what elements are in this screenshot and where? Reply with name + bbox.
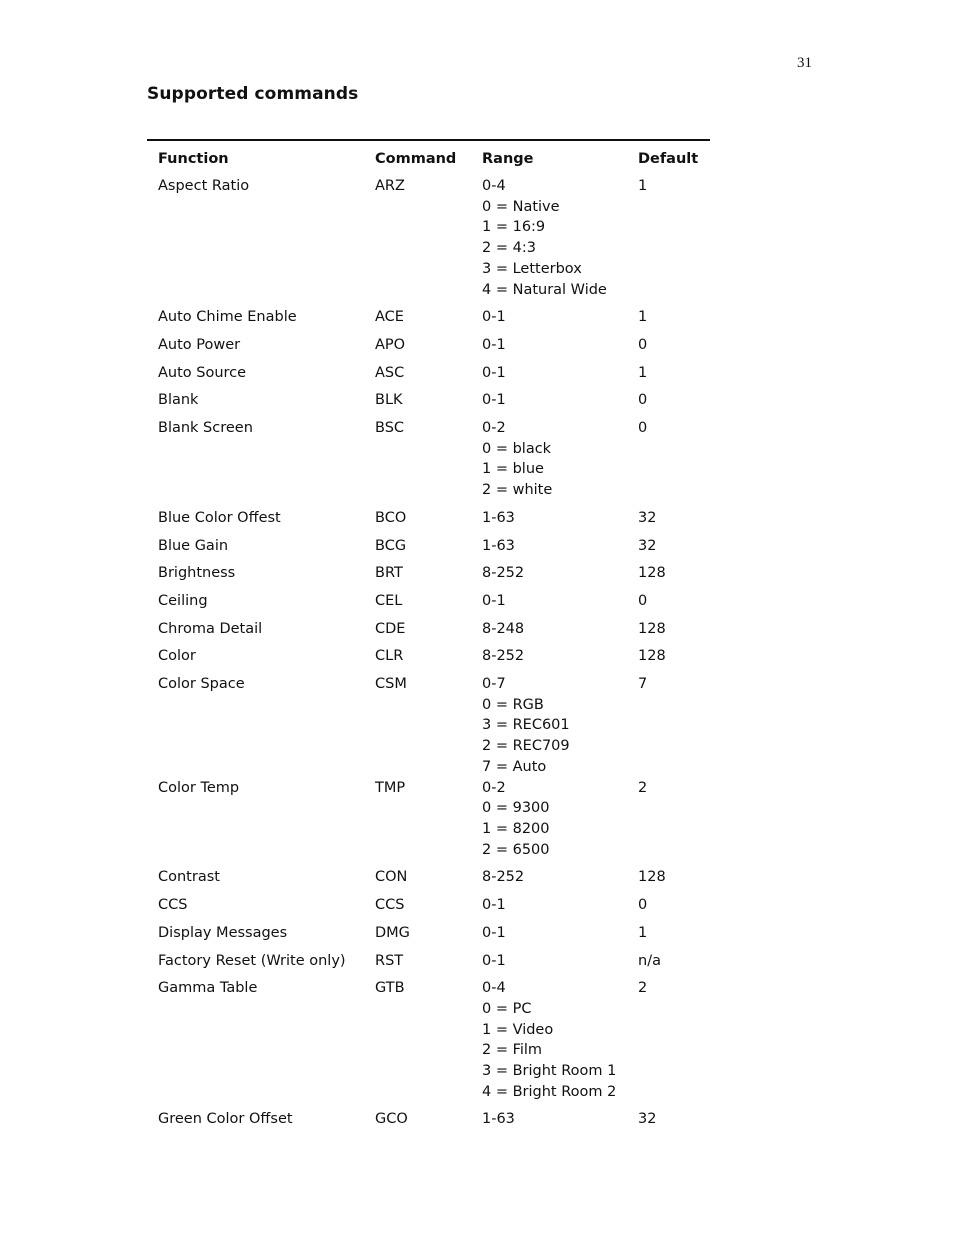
cell-command: APO	[375, 336, 406, 353]
cell-function: Color	[158, 648, 196, 665]
cell-function: Gamma Table	[158, 980, 258, 997]
cell-default: 0	[638, 897, 648, 914]
range-line: 0-4	[482, 980, 506, 997]
cell-command: GCO	[375, 1111, 408, 1128]
cell-default: 0	[638, 392, 648, 409]
header-command: Command	[375, 151, 457, 167]
cell-range	[482, 619, 638, 640]
table-row	[158, 867, 718, 895]
range-line: 3 = Bright Room 1	[482, 1063, 617, 1080]
header-default: Default	[638, 151, 699, 167]
cell-default: 128	[638, 648, 666, 665]
cell-function: Blue Gain	[158, 537, 229, 554]
table-row	[158, 778, 718, 868]
cell-range	[482, 951, 638, 972]
cell-default: n/a	[638, 952, 661, 969]
range-line: 8-248	[482, 620, 525, 637]
cell-command: CLR	[375, 648, 404, 665]
range-line: 8-252	[482, 648, 525, 665]
cell-range	[482, 418, 638, 501]
range-line: 7 = Auto	[482, 758, 547, 775]
table-row	[158, 563, 718, 591]
cell-default: 2	[638, 980, 648, 997]
cell-command: CCS	[375, 897, 405, 914]
cell-range	[482, 335, 638, 356]
cell-function: Aspect Ratio	[158, 178, 250, 194]
range-line: 0 = black	[482, 440, 552, 457]
range-line: 0-1	[482, 309, 506, 326]
cell-default: 0	[638, 336, 648, 353]
range-line: 0-4	[482, 178, 506, 194]
table-row	[158, 895, 718, 923]
range-line: 2 = REC709	[482, 738, 570, 755]
range-line: 8-252	[482, 869, 525, 886]
range-line: 0-2	[482, 420, 506, 437]
range-line: 0 = 9300	[482, 800, 550, 817]
cell-command: CON	[375, 869, 408, 886]
table-row	[158, 978, 718, 1109]
cell-default: 128	[638, 620, 666, 637]
range-line: 0-1	[482, 364, 506, 381]
cell-function: Ceiling	[158, 592, 208, 609]
cell-default: 0	[638, 592, 648, 609]
table-row	[158, 363, 718, 391]
cell-function: Contrast	[158, 869, 220, 886]
cell-function: Auto Source	[158, 364, 247, 381]
page-number: 31	[797, 55, 812, 71]
table-row	[158, 1109, 718, 1137]
cell-range	[482, 508, 638, 529]
cell-default: 32	[638, 1111, 657, 1128]
cell-command: BRT	[375, 565, 403, 582]
cell-function: Display Messages	[158, 924, 288, 941]
cell-command: CDE	[375, 620, 406, 637]
range-line: 4 = Bright Room 2	[482, 1083, 617, 1100]
range-line: 1 = Video	[482, 1021, 554, 1038]
cell-command: BSC	[375, 420, 405, 437]
range-line: 2 = Film	[482, 1042, 543, 1059]
range-line: 2 = white	[482, 482, 553, 499]
range-line: 8-252	[482, 565, 525, 582]
cell-command: ARZ	[375, 178, 405, 194]
range-line: 3 = Letterbox	[482, 260, 582, 277]
cell-command: ACE	[375, 309, 404, 326]
cell-default: 2	[638, 779, 648, 796]
cell-range	[482, 591, 638, 612]
cell-function: Blue Color Offest	[158, 509, 281, 526]
cell-command: CSM	[375, 676, 407, 693]
cell-function: Auto Chime Enable	[158, 309, 297, 326]
cell-function: Color Temp	[158, 779, 240, 796]
cell-command: BCO	[375, 509, 407, 526]
cell-range	[482, 978, 638, 1102]
cell-range	[482, 536, 638, 557]
cell-function: Brightness	[158, 565, 236, 582]
cell-command: BCG	[375, 537, 407, 554]
commands-table	[158, 148, 718, 1137]
range-line: 0-1	[482, 392, 506, 409]
range-line: 0-1	[482, 897, 506, 914]
header-range: Range	[482, 151, 534, 167]
table-row	[158, 176, 718, 307]
range-line: 0-2	[482, 779, 506, 796]
cell-range	[482, 895, 638, 916]
cell-default: 128	[638, 869, 666, 886]
cell-range	[482, 646, 638, 667]
cell-command: GTB	[375, 980, 405, 997]
cell-function: Green Color Offset	[158, 1111, 293, 1128]
cell-range	[482, 674, 638, 778]
cell-default: 1	[638, 178, 648, 194]
cell-default: 1	[638, 364, 648, 381]
cell-command: TMP	[375, 779, 406, 796]
table-row	[158, 390, 718, 418]
cell-default: 32	[638, 537, 657, 554]
cell-function: Chroma Detail	[158, 620, 263, 637]
range-line: 1 = blue	[482, 461, 544, 478]
table-row	[158, 335, 718, 363]
range-line: 1 = 8200	[482, 820, 550, 837]
range-line: 0-7	[482, 676, 506, 693]
cell-range	[482, 563, 638, 584]
cell-function: CCS	[158, 897, 188, 914]
table-row	[158, 536, 718, 564]
cell-default: 7	[638, 676, 648, 693]
cell-command: DMG	[375, 924, 410, 941]
range-line: 2 = 4:3	[482, 240, 536, 257]
table-row	[158, 591, 718, 619]
cell-function: Auto Power	[158, 336, 241, 353]
cell-default: 32	[638, 509, 657, 526]
cell-range	[482, 307, 638, 328]
cell-function: Blank Screen	[158, 420, 253, 437]
cell-range	[482, 390, 638, 411]
cell-command: ASC	[375, 364, 405, 381]
table-row	[158, 508, 718, 536]
cell-function: Color Space	[158, 676, 245, 693]
range-line: 0 = Native	[482, 198, 560, 215]
cell-default: 0	[638, 420, 648, 437]
table-row	[158, 418, 718, 508]
range-line: 1-63	[482, 537, 515, 554]
cell-function: Factory Reset (Write only)	[158, 952, 346, 969]
table-row	[158, 923, 718, 951]
cell-range	[482, 867, 638, 888]
page-heading: Supported commands	[147, 84, 359, 104]
cell-function: Blank	[158, 392, 199, 409]
cell-default: 1	[638, 924, 648, 941]
range-line: 1 = 16:9	[482, 219, 546, 236]
cell-command: RST	[375, 952, 404, 969]
table-top-rule	[147, 139, 710, 141]
range-line: 0 = PC	[482, 1000, 532, 1017]
cell-range	[482, 923, 638, 944]
table-row	[158, 646, 718, 674]
cell-default: 128	[638, 565, 666, 582]
cell-range	[482, 176, 638, 300]
range-line: 1-63	[482, 509, 515, 526]
table-row	[158, 951, 718, 979]
cell-range	[482, 778, 638, 861]
cell-default: 1	[638, 309, 648, 326]
table-body	[158, 176, 718, 1137]
range-line: 1-63	[482, 1111, 515, 1128]
cell-command: CEL	[375, 592, 403, 609]
cell-command: BLK	[375, 392, 403, 409]
cell-range	[482, 1109, 638, 1130]
range-line: 0-1	[482, 952, 506, 969]
table-row	[158, 674, 718, 778]
table-row	[158, 307, 718, 335]
range-line: 0-1	[482, 924, 506, 941]
range-line: 0-1	[482, 592, 506, 609]
range-line: 4 = Natural Wide	[482, 281, 607, 298]
table-row	[158, 619, 718, 647]
range-line: 0 = RGB	[482, 696, 544, 713]
range-line: 0-1	[482, 336, 506, 353]
range-line: 3 = REC601	[482, 717, 570, 734]
header-function: Function	[158, 151, 229, 167]
table-header-row	[158, 148, 718, 176]
range-line: 2 = 6500	[482, 841, 550, 858]
cell-range	[482, 363, 638, 384]
